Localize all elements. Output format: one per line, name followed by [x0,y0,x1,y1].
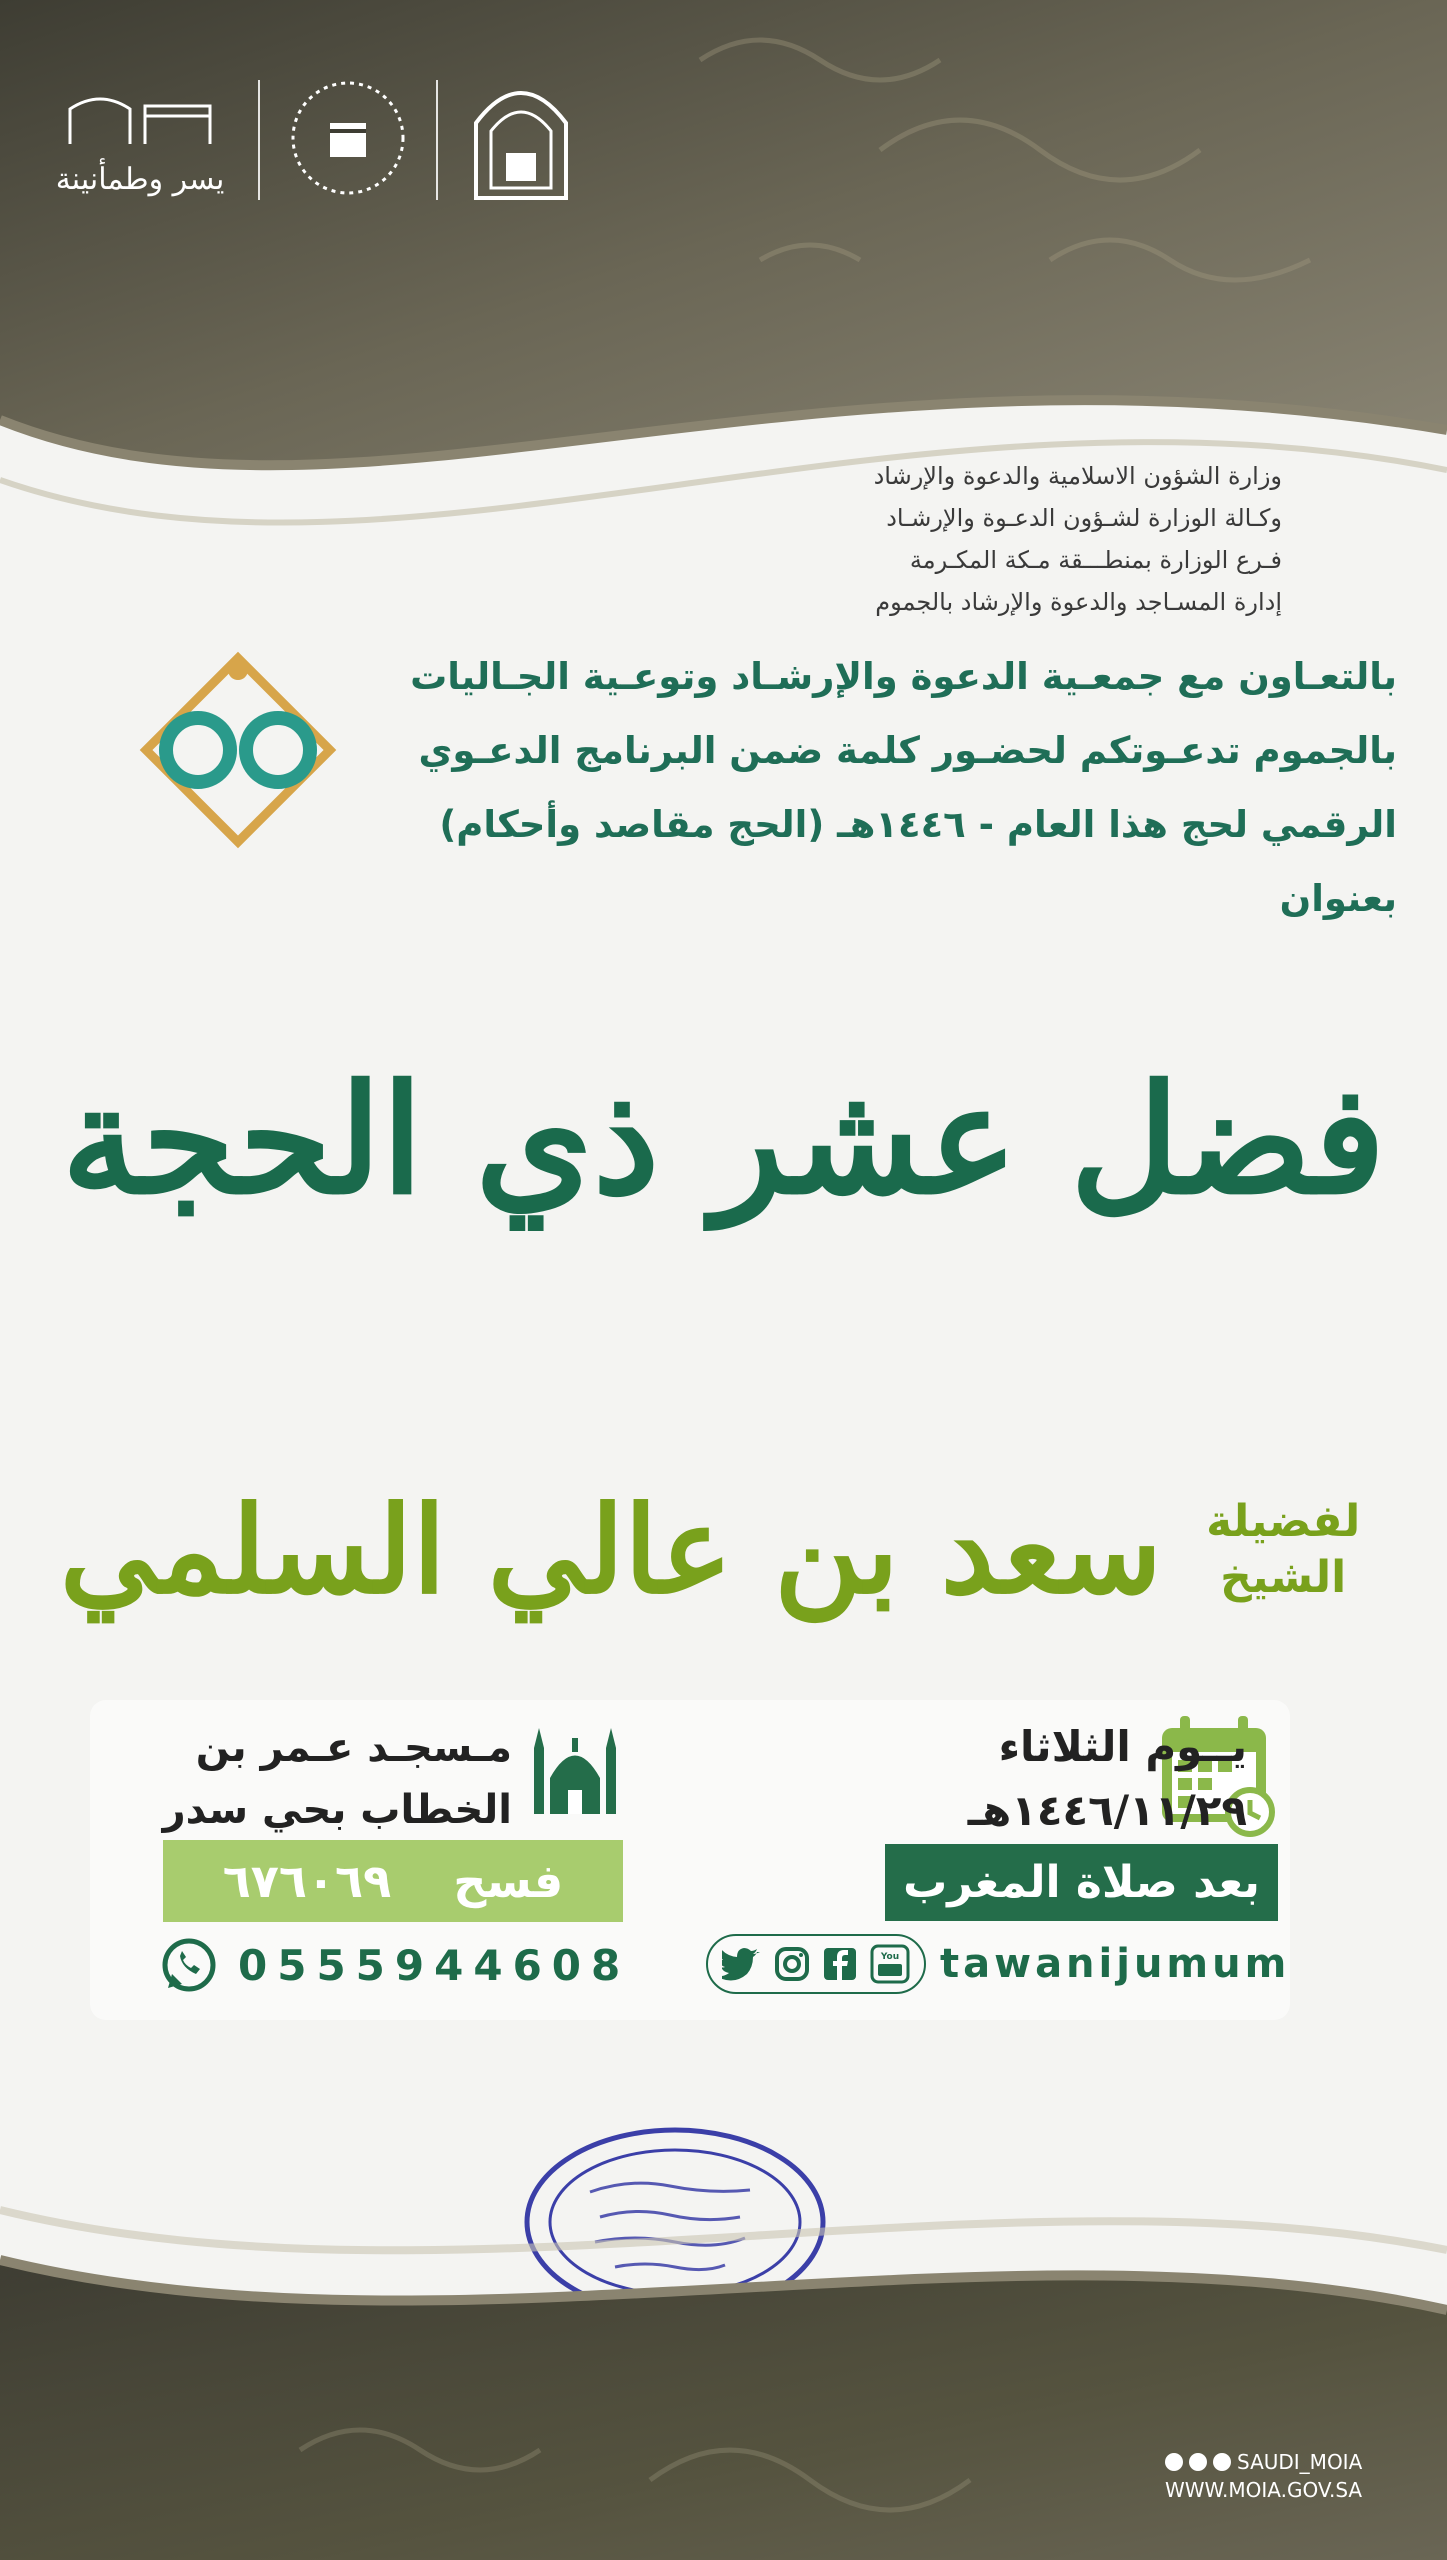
dawa-association-logo [128,640,348,860]
ministry-line: فـرع الوزارة بمنطـــقة مـكة المكـرمة [909,546,1282,574]
footer-links [1165,2448,1362,2504]
event-time-badge: بعد صلاة المغرب [885,1844,1278,1921]
twitter-icon [722,1947,762,1981]
ministry-line: وزارة الشؤون الاسلامية والدعوة والإرشاد [873,462,1282,490]
social-icons [706,1934,926,1994]
contact-phone [160,1933,630,1997]
event-day [968,1715,1247,1843]
ministry-line: إدارة المسـاجد والدعوة والإرشاد بالجموم [875,588,1282,616]
social-links [706,1933,1290,1995]
hajj-logo [288,73,408,207]
invitation-line: بالتعـاون مع جمعـية الدعوة والإرشـاد وتوعـية الجـاليات [410,655,1397,698]
x-icon [1213,2453,1231,2471]
event-location [163,1717,512,1841]
ministry-logo [466,73,576,207]
mosque-arch-icon [466,73,576,203]
facebook-icon [822,1946,858,1982]
event-location-line: الخطاب بحي سدر [162,1787,512,1833]
header-logos [50,70,576,210]
invitation-text [377,640,1397,936]
facebook-icon [1165,2453,1183,2471]
invitation-line: بالجموم تدعـوتكم لحضـور كلمة ضمن البرنامج الدعـوي [418,729,1397,772]
logo-separator [258,80,260,200]
speaker-block [59,1430,1361,1670]
instagram-icon [1189,2453,1207,2471]
invitation-line: الرقمي لحج هذا العام - ١٤٤٦هـ (الحج مقاصد وأحكام) بعنوان [439,803,1397,920]
fasah-permit-badge [163,1840,623,1922]
event-date: ١٤٤٦/١١/٢٩هـ [967,1786,1247,1835]
event-location-line: مـسجـد عـمر بن [195,1725,512,1771]
speaker-honorific-line: لفضيلة [1206,1496,1361,1547]
kaaba-outline-icon [50,84,230,154]
fasah-label: فسح [453,1854,564,1908]
instagram-icon [774,1946,810,1982]
youtube-icon [870,1944,910,1984]
speaker-honorific-line: الشيخ [1220,1552,1347,1603]
mosque-icon [530,1718,620,1818]
hajj-emblem-icon [288,73,408,203]
fasah-number: ٦٧٦٠٦٩ [222,1854,392,1908]
speaker-honorific [1206,1494,1360,1606]
footer-handle: SAUDI_MOIA [1237,2450,1363,2474]
ministry-lines [874,455,1282,623]
phone-number: 0555944608 [238,1940,631,1990]
whatsapp-icon [160,1936,218,1994]
speaker-name: سعد بن عالي السلمي [59,1479,1163,1621]
footer-website: WWW.MOIA.GOV.SA [1165,2478,1363,2502]
logo-separator [436,80,438,200]
yusr-logo [50,84,230,197]
svg-text:You: You [880,1952,900,1962]
social-handle: tawanijumum [940,1941,1291,1987]
yusr-logo-text: يسر وطمأنينة [55,161,225,197]
event-day-label: يــوم الثلاثاء [998,1722,1247,1771]
footer-social-row [1165,2448,1362,2476]
lecture-title: فضل عشر ذي الحجة [61,1052,1386,1228]
ministry-line: وكـالة الوزارة لشـؤون الدعـوة والإرشـاد [886,504,1282,532]
